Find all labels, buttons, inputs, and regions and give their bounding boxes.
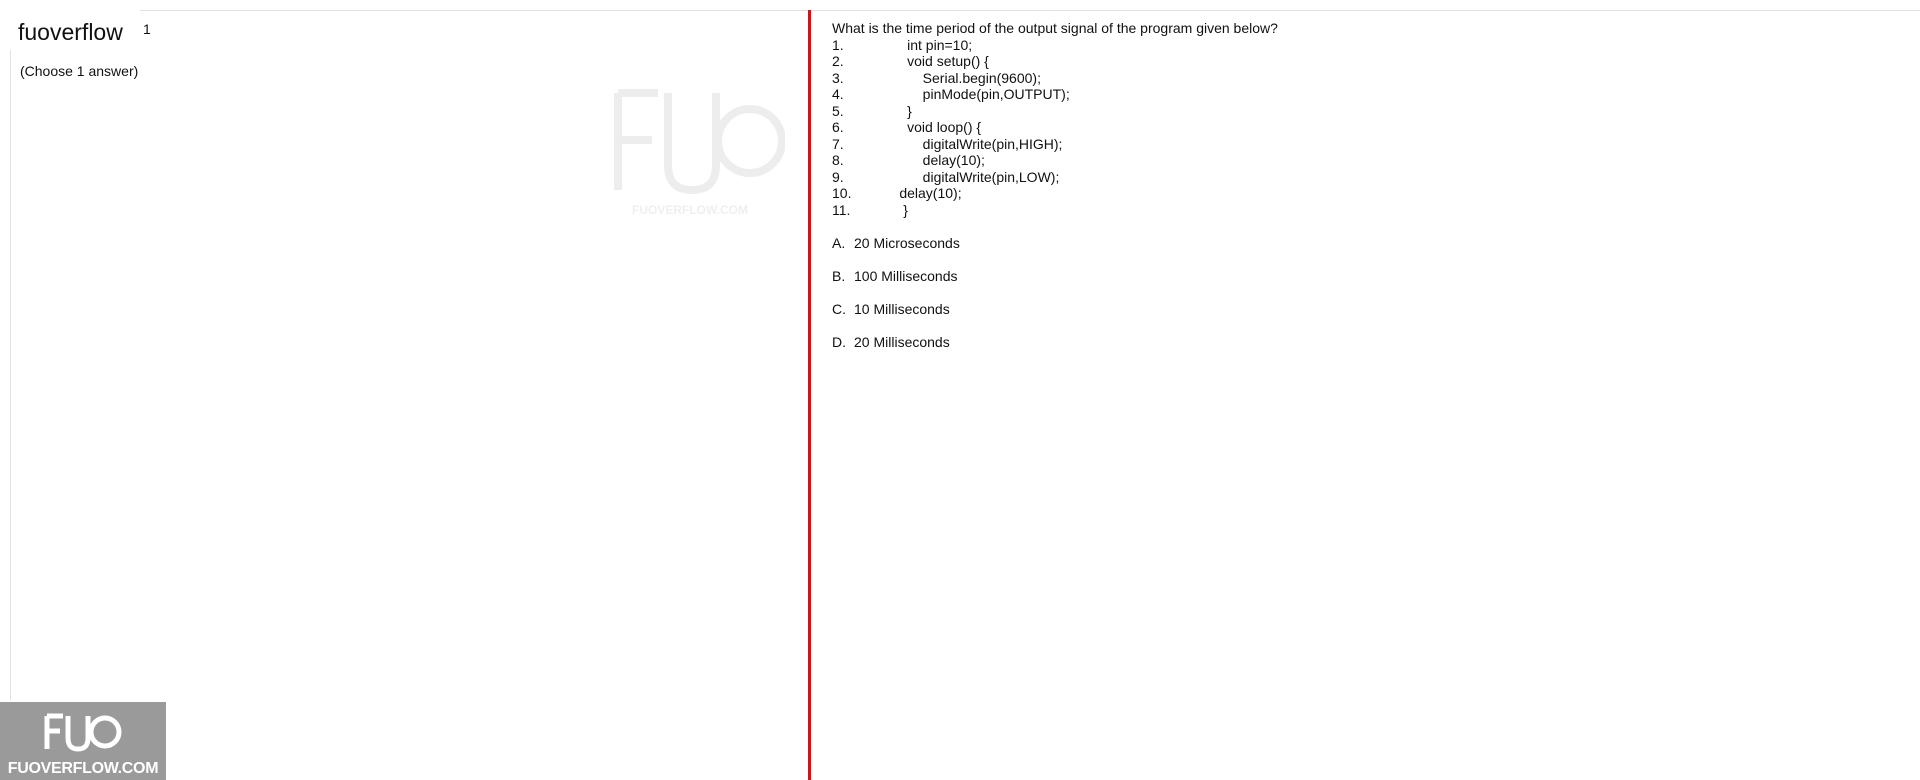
code-line-text: void loop() {: [876, 119, 982, 135]
answer-text: 20 Milliseconds: [854, 334, 950, 350]
code-line: [832, 86, 1892, 103]
code-line-text: delay(10);: [876, 185, 962, 201]
code-line-number: 4.: [832, 86, 844, 102]
code-line: [832, 70, 1892, 87]
code-line-text: pinMode(pin,OUTPUT);: [876, 86, 1070, 102]
code-line-text: Serial.begin(9600);: [876, 69, 1041, 86]
answer-letter: D.: [832, 334, 846, 350]
answer-option[interactable]: [832, 267, 960, 285]
code-line: [832, 119, 1892, 136]
code-line: [832, 136, 1892, 153]
answer-text: 10 Milliseconds: [854, 301, 950, 317]
code-line: [832, 37, 1892, 54]
answer-text: 100 Milliseconds: [854, 268, 958, 284]
answer-text: 20 Microseconds: [854, 235, 960, 251]
code-line-text: int pin=10;: [876, 36, 973, 53]
watermark-url: FUOVERFLOW.COM: [632, 203, 748, 217]
code-line-text: }: [876, 201, 908, 218]
code-line-number: 11.: [832, 201, 851, 218]
question-text: What is the time period of the output signal of the program given below?: [832, 20, 1278, 36]
watermark-logo: [610, 85, 785, 225]
code-line: [832, 103, 1892, 120]
code-line-number: 7.: [832, 135, 844, 152]
code-line: [832, 185, 1892, 202]
logo-site-text: FUOVERFLOW.COM: [7, 760, 159, 777]
code-line-number: 3.: [832, 69, 844, 86]
code-line: [832, 152, 1892, 169]
answer-letter: B.: [832, 268, 846, 284]
code-line-text: delay(10);: [876, 152, 985, 168]
code-line-number: 5.: [832, 102, 844, 119]
code-line-number: 8.: [832, 152, 844, 168]
code-line: [832, 169, 1892, 186]
code-line-text: }: [876, 102, 912, 119]
code-line-number: 1.: [832, 36, 844, 53]
code-line-number: 9.: [832, 168, 844, 185]
code-line-text: void setup() {: [876, 53, 989, 69]
top-divider-line: [140, 10, 1920, 11]
watermark-fuo-icon: [610, 85, 785, 200]
answer-option[interactable]: [832, 333, 960, 351]
question-number: 1: [143, 21, 151, 37]
answer-list: [832, 234, 960, 366]
brand-title: fuoverflow: [18, 19, 123, 45]
panel-divider: [808, 10, 811, 780]
site-logo: [0, 702, 166, 780]
answer-option[interactable]: [832, 234, 960, 252]
question-panel: [832, 20, 1892, 218]
code-line: [832, 202, 1892, 219]
answer-letter: A.: [832, 235, 846, 251]
code-line-text: digitalWrite(pin,HIGH);: [876, 135, 1063, 152]
code-line-number: 6.: [832, 119, 844, 135]
fuo-logo-icon: [43, 712, 123, 752]
code-line: [832, 53, 1892, 70]
answer-letter: C.: [832, 301, 846, 317]
left-border-line: [10, 50, 11, 700]
answer-option[interactable]: [832, 300, 960, 318]
code-line-number: 10.: [832, 185, 852, 201]
code-line-text: digitalWrite(pin,LOW);: [876, 168, 1060, 185]
answer-instruction: (Choose 1 answer): [20, 63, 139, 79]
code-block: [832, 37, 1892, 219]
code-line-number: 2.: [832, 53, 844, 69]
